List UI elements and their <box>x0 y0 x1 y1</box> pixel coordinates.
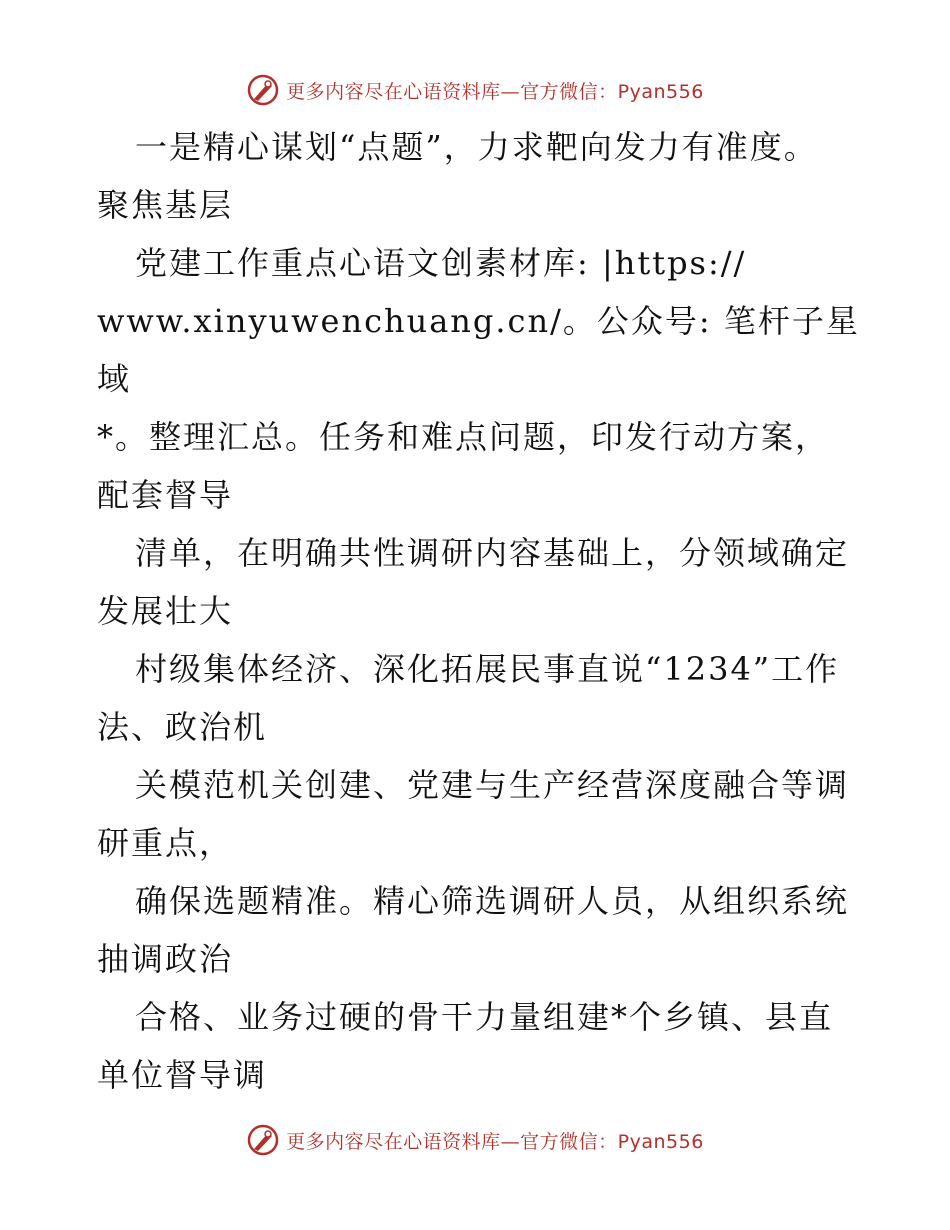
banner-text <box>286 1127 704 1154</box>
banner-text <box>286 77 704 104</box>
paragraph-line: www.xinyuwenchuang.cn/。公众号: 笔杆子星域 <box>97 302 860 398</box>
header-banner <box>0 70 950 110</box>
paragraph <box>97 408 877 524</box>
paragraph-line: 清单，在明确共性调研内容基础上，分领域确定 <box>135 534 850 572</box>
paragraph-line: 单位督导调 <box>97 1056 268 1094</box>
paragraph-line: 配套督导 <box>97 476 234 514</box>
banner-wechat: 官方微信：Pyan556 <box>520 80 704 103</box>
banner-wechat: 官方微信：Pyan556 <box>520 1130 704 1153</box>
footer-banner <box>0 1120 950 1160</box>
document-body <box>97 118 877 1104</box>
paragraph <box>97 524 877 640</box>
paragraph-line: 研重点， <box>97 824 234 862</box>
pen-circle-logo-icon <box>246 73 280 107</box>
paragraph <box>97 988 877 1104</box>
paragraph-line: 关模范机关创建、党建与生产经营深度融合等调 <box>135 766 850 804</box>
paragraph <box>97 118 877 234</box>
paragraph-line: 确保选题精准。精心筛选调研人员，从组织系统 <box>135 882 850 920</box>
pen-circle-logo-icon <box>246 1123 280 1157</box>
paragraph <box>97 756 877 872</box>
banner-title: 更多内容尽在心语资料库 <box>286 1130 501 1153</box>
paragraph-line: 聚焦基层 <box>97 186 234 224</box>
paragraph-line: 发展壮大 <box>97 592 234 630</box>
paragraph-line: 法、政治机 <box>97 708 268 746</box>
banner-separator: — <box>500 1130 521 1153</box>
paragraph-line: 党建工作重点心语文创素材库: |https:// <box>135 244 747 282</box>
paragraph-line: *。整理汇总。任务和难点问题，印发行动方案， <box>97 418 830 456</box>
paragraph-line: 村级集体经济、深化拓展民事直说“1234”工作 <box>135 650 840 688</box>
paragraph-line: 抽调政治 <box>97 940 234 978</box>
banner-separator: — <box>500 80 521 103</box>
paragraph <box>97 872 877 988</box>
paragraph-line: 一是精心谋划“点题”，力求靶向发力有准度。 <box>135 128 818 166</box>
banner-title: 更多内容尽在心语资料库 <box>286 80 501 103</box>
paragraph-line: 合格、业务过硬的骨干力量组建*个乡镇、县直 <box>135 998 834 1036</box>
paragraph <box>97 640 877 756</box>
paragraph <box>97 234 877 408</box>
